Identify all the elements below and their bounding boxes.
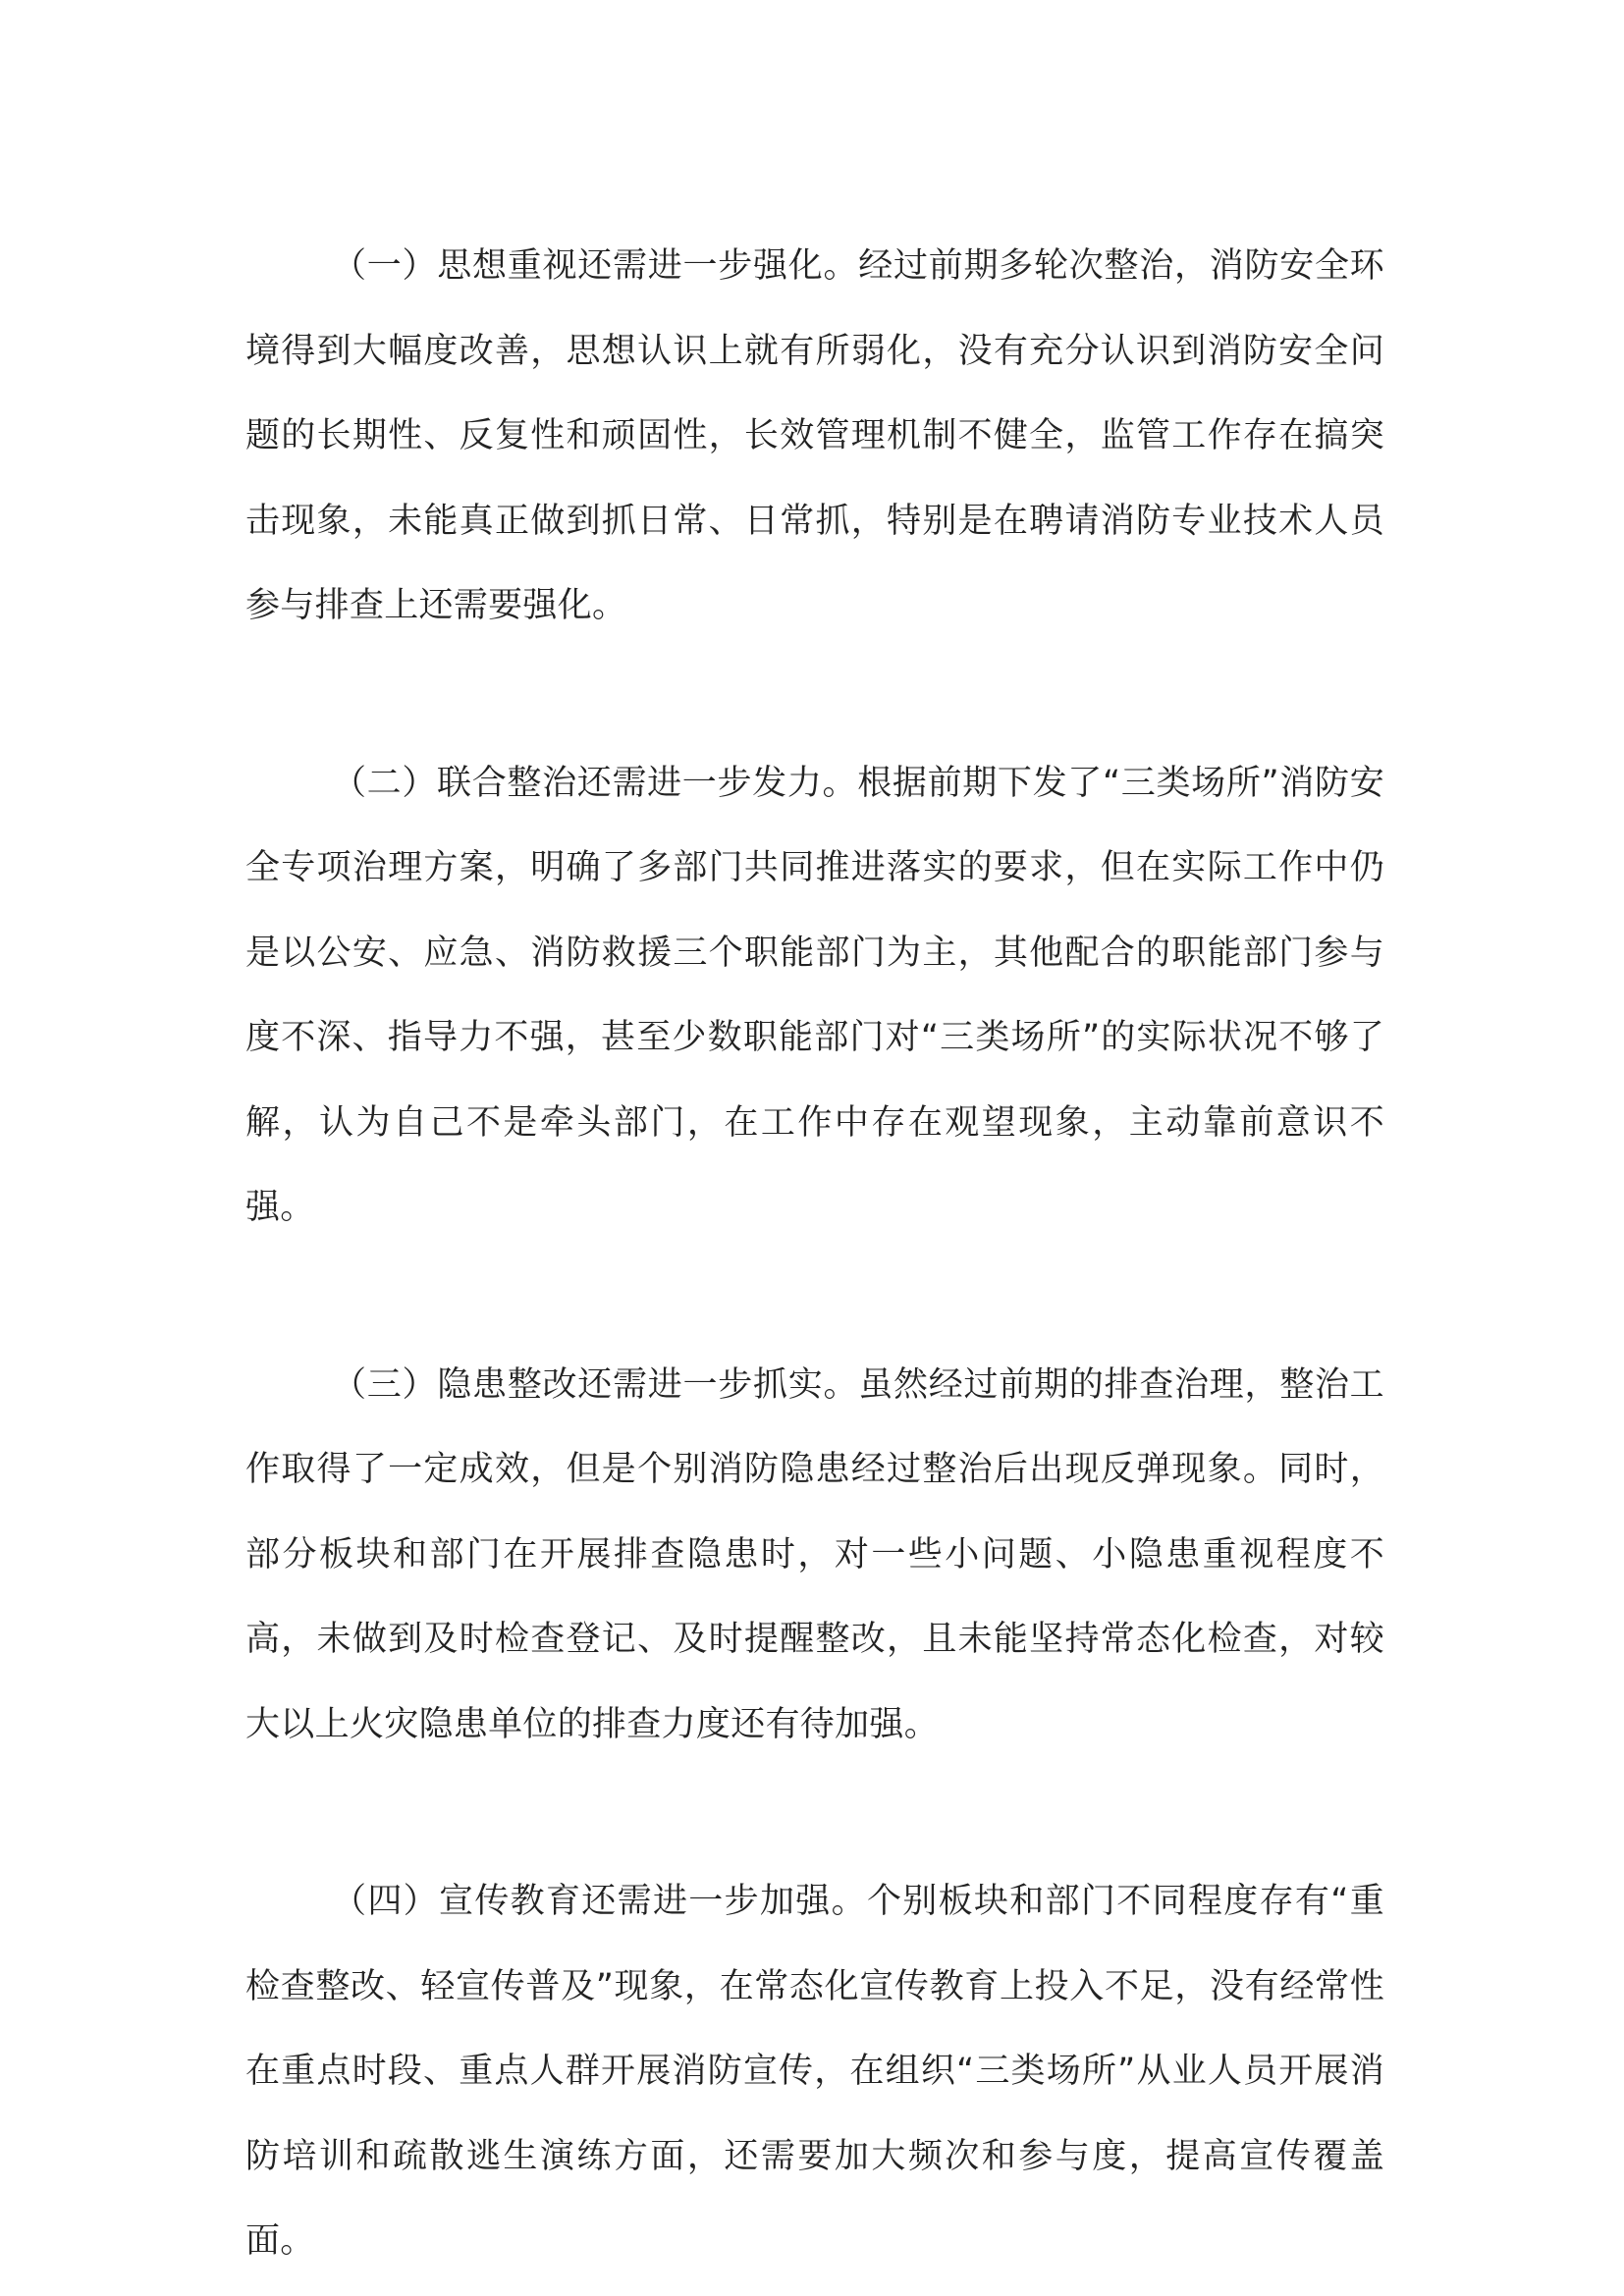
- paragraph-4: （四）宣传教育还需进一步加强。个别板块和部门不同程度存有“重检查整改、轻宣传普及”现象，在常态化宣传教育上投入不足，没有经常性在重点时段、重点人群开展消防宣传，在组织“三类场所”从业人员开展消防培训和疏散逃生演练方面，还需要加大频次和参与度，提高宣传覆盖面。: [245, 1882, 1384, 2261]
- paragraph-3: （三）隐患整改还需进一步抓实。虽然经过前期的排查治理，整治工作取得了一定成效，但是个别消防隐患经过整治后出现反弹现象。同时，部分板块和部门在开展排查隐患时，对一些小问题、小隐患重视程度不高，未做到及时检查登记、及时提醒整改，且未能坚持常态化检查，对较大以上火灾隐患单位的排查力度还有待加强。: [245, 1364, 1384, 1744]
- paragraph-1: （一）思想重视还需进一步强化。经过前期多轮次整治，消防安全环境得到大幅度改善，思想认识上就有所弱化，没有充分认识到消防安全问题的长期性、反复性和顽固性，长效管理机制不健全，监管工作存在搞突击现象，未能真正做到抓日常、日常抓，特别是在聘请消防专业技术人员参与排查上还需要强化。: [245, 246, 1384, 625]
- document-body: [245, 224, 1384, 2284]
- paragraph-2: （二）联合整治还需进一步发力。根据前期下发了“三类场所”消防安全专项治理方案，明确了多部门共同推进落实的要求，但在实际工作中仍是以公安、应急、消防救援三个职能部门为主，其他配合的职能部门参与度不深、指导力不强，甚至少数职能部门对“三类场所”的实际状况不够了解，认为自己不是牵头部门，在工作中存在观望现象，主动靠前意识不强。: [245, 763, 1384, 1227]
